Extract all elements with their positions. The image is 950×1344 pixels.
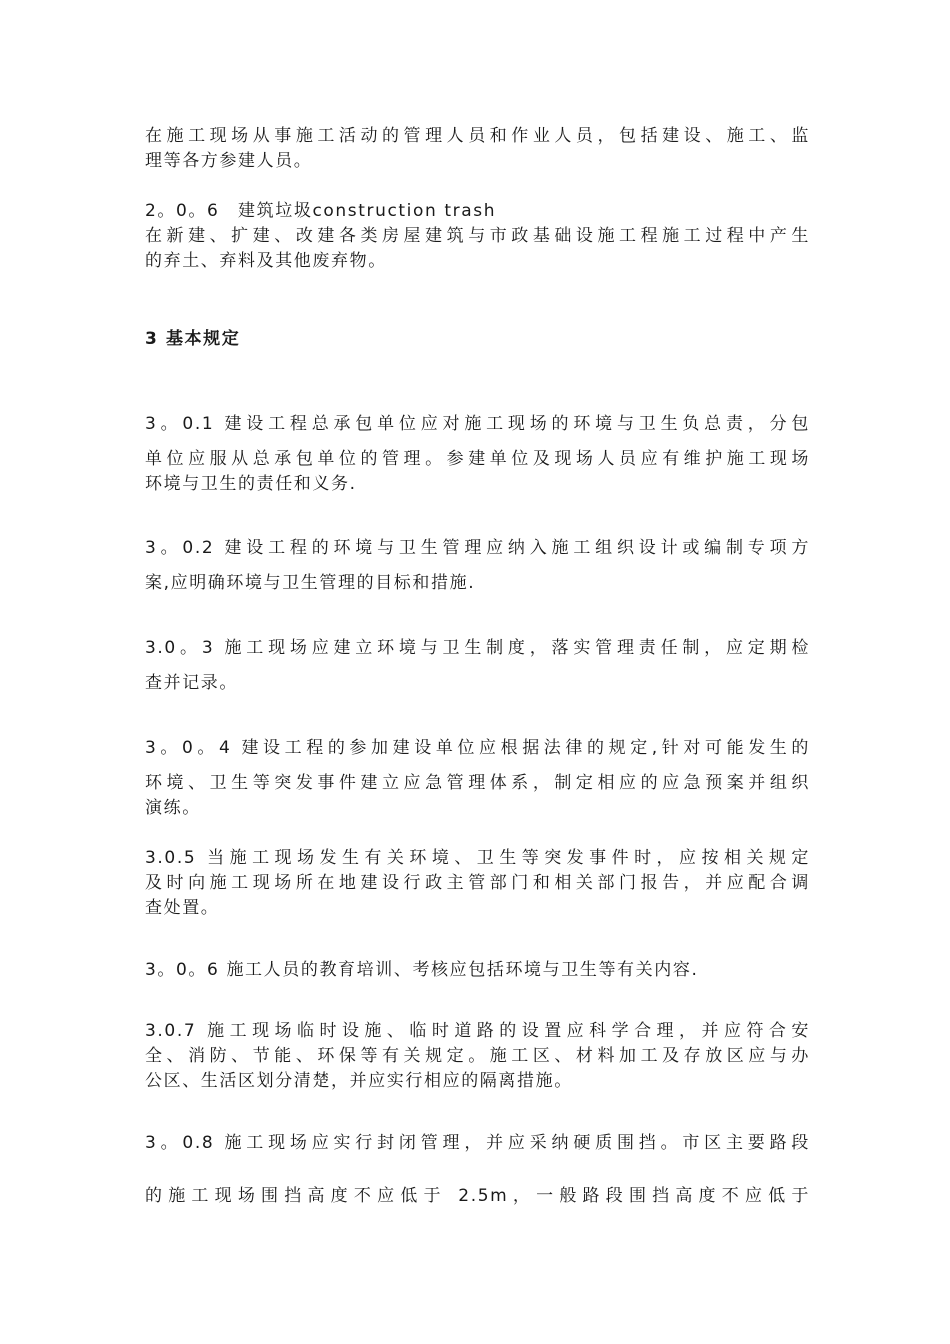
paragraph-3-0-8 — [145, 1131, 810, 1209]
paragraph-3-0-5 — [145, 846, 810, 921]
text-line: 及时向施工现场所在地建设行政主管部门和相关部门报告，并应配合调 — [145, 873, 810, 893]
text-line: 全、消防、节能、环保等有关规定。施工区、材料加工及存放区应与办 — [145, 1046, 810, 1066]
text-line: 3。0。6 施工人员的教育培训、考核应包括环境与卫生等有关内容. — [145, 960, 699, 980]
paragraph-3-0-2 — [145, 536, 810, 596]
text-line: 的弃土、弃料及其他废弃物。 — [145, 251, 387, 271]
text-line: 查处置。 — [145, 898, 220, 918]
text-line: 单位应服从总承包单位的管理。参建单位及现场人员应有维护施工现场 — [145, 449, 810, 469]
text-line: 环境与卫生的责任和义务. — [145, 474, 357, 494]
text-line: 的施工现场围挡高度不应低于 2.5m，一般路段围挡高度不应低于 — [145, 1186, 810, 1206]
paragraph-2-0-5-continuation — [145, 124, 810, 174]
text-line: 理等各方参建人员。 — [145, 151, 313, 171]
paragraph-2-0-6 — [145, 199, 810, 274]
text-line: 在施工现场从事施工活动的管理人员和作业人员，包括建设、施工、监 — [145, 126, 810, 146]
paragraph-3-0-1 — [145, 412, 810, 497]
text-line: 查并记录。 — [145, 673, 238, 693]
paragraph-3-0-7 — [145, 1019, 810, 1094]
paragraph-3-0-4 — [145, 736, 810, 821]
text-line: 公区、生活区划分清楚，并应实行相应的隔离措施。 — [145, 1071, 573, 1091]
text-line: 3。0.8 施工现场应实行封闭管理，并应采纳硬质围挡。市区主要路段 — [145, 1133, 810, 1153]
text-line: 3。0。4 建设工程的参加建设单位应根据法律的规定,针对可能发生的 — [145, 738, 810, 758]
text-line: 3.0。3 施工现场应建立环境与卫生制度，落实管理责任制，应定期检 — [145, 638, 810, 658]
text-line: 在新建、扩建、改建各类房屋建筑与市政基础设施工程施工过程中产生 — [145, 226, 810, 246]
text-line: 环境、卫生等突发事件建立应急管理体系，制定相应的应急预案并组织 — [145, 773, 810, 793]
text-line: 演练。 — [145, 798, 201, 818]
text-line: 3.0.5 当施工现场发生有关环境、卫生等突发事件时，应按相关规定 — [145, 848, 810, 868]
paragraph-3-0-3 — [145, 636, 810, 696]
text-line: 案,应明确环境与卫生管理的目标和措施. — [145, 573, 476, 593]
text-line: 3。0.2 建设工程的环境与卫生管理应纳入施工组织设计或编制专项方 — [145, 538, 810, 558]
section-heading: 3 基本规定 — [145, 329, 241, 349]
text-line: 3.0.7 施工现场临时设施、临时道路的设置应科学合理，并应符合安 — [145, 1021, 810, 1041]
text-line: 3。0.1 建设工程总承包单位应对施工现场的环境与卫生负总责，分包 — [145, 414, 810, 434]
paragraph-3-0-6 — [145, 958, 810, 983]
term-heading: 2。0。6 建筑垃圾construction trash — [145, 201, 497, 221]
